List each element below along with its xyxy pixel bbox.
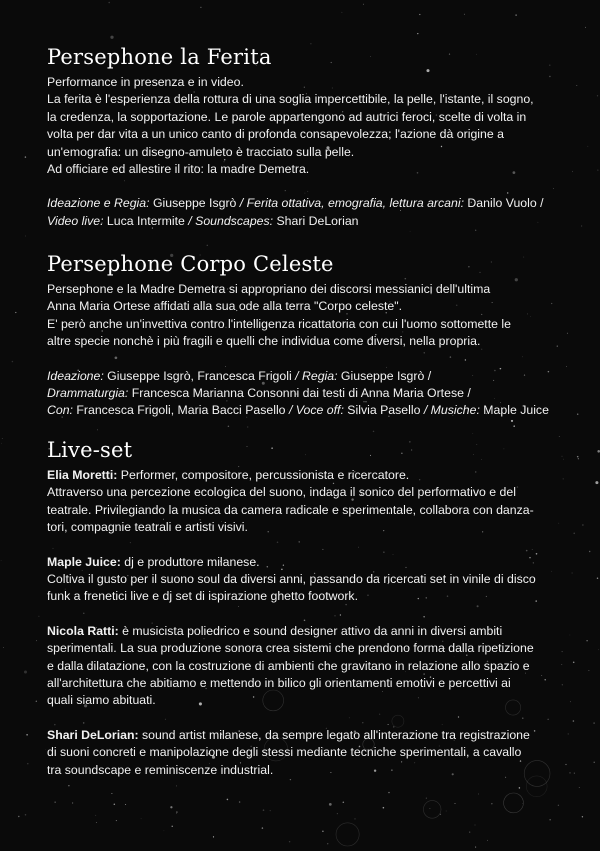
credit-label: Soundscapes: bbox=[195, 213, 274, 228]
credit-value: Luca Intermite bbox=[103, 213, 189, 228]
credits-line bbox=[47, 402, 575, 419]
artist-intro-line bbox=[47, 727, 575, 744]
paragraph-line: la credenza, la sopportazione. Le parole appartengono ad autrici feroci, scelte di volta in bbox=[47, 109, 527, 124]
artist-intro: è musicista poliedrico e sound designer attivo da anni in diversi ambiti bbox=[118, 623, 503, 638]
credit-separator: / bbox=[295, 368, 302, 383]
paragraph-line: teatrale. Privilegiando la musica da camera radicale e sperimentale, collabora con danza- bbox=[47, 502, 534, 517]
section-live-set bbox=[47, 437, 575, 779]
credit-value: Shari DeLorian bbox=[273, 213, 359, 228]
credit-label: Ferita ottativa, emografia, lettura arcani: bbox=[246, 196, 464, 211]
credit-value: Giuseppe Isgrò bbox=[149, 196, 240, 211]
credits-line bbox=[47, 368, 575, 385]
section-title: Persephone la Ferita bbox=[47, 45, 272, 69]
section-title: Persephone Corpo Celeste bbox=[47, 252, 334, 276]
credit-separator: / bbox=[288, 403, 296, 418]
credit-separator: / bbox=[423, 403, 431, 418]
credit-separator: / bbox=[239, 196, 247, 211]
artist-intro-line bbox=[47, 554, 575, 571]
credits-line bbox=[47, 195, 575, 212]
section-title: Live-set bbox=[47, 438, 133, 462]
artist-intro: dj e produttore milanese. bbox=[120, 554, 260, 569]
credit-label: Voce off: bbox=[295, 403, 344, 418]
credit-label: Ideazione: bbox=[47, 368, 104, 383]
paragraph-line: tori, compagnie teatrali e artisti visivi. bbox=[47, 520, 248, 535]
paragraph-line: e dalla dilatazione, con la costruzione di ambienti che gravitano in relazione allo spazio e bbox=[47, 658, 530, 673]
artist-entry-maple-juice bbox=[47, 554, 575, 606]
paragraph-line: Ad officiare ed allestire il rito: la madre Demetra. bbox=[47, 162, 310, 177]
credits-line bbox=[47, 213, 575, 230]
paragraph-line: all'architettura che abitiamo e mettendo in bilico gli orientamenti emotivi e percettivi ai bbox=[47, 676, 511, 691]
credit-value: Silvia Pasello bbox=[343, 403, 424, 418]
paragraph-line: funk a frenetici live e dj set di ispirazione ghetto footwork. bbox=[47, 589, 359, 604]
artist-name: Elia Moretti: bbox=[47, 468, 118, 482]
paragraph-line: sperimentali. La sua produzione sonora crea sistemi che prendono forma dalla ripetizione bbox=[47, 641, 534, 656]
paragraph-line: altre specie nonchè i più fragili e quelli che individua come diversi, nella propria. bbox=[47, 334, 481, 349]
paragraph-line: Anna Maria Ortese affidati alla sua ode alla terra "Corpo celeste". bbox=[47, 299, 403, 314]
paragraph-line: Coltiva il gusto per il suono soul da diversi anni, passando da ricercati set in vinile di disco bbox=[47, 572, 536, 587]
section-persephone-corpo-celeste bbox=[47, 251, 575, 420]
paragraph-line: Persephone e la Madre Demetra si appropriano dei discorsi messianici dell'ultima bbox=[47, 282, 491, 296]
credit-value: Giuseppe Isgrò / bbox=[337, 368, 432, 383]
credit-value: Maple Juice bbox=[479, 403, 549, 418]
artist-entry-shari-delorian bbox=[47, 727, 575, 779]
paragraph-line: di suoni concreti e manipolazione degli stessi mediante tecniche sperimentali, a cavallo bbox=[47, 745, 522, 760]
artist-intro: sound artist milanese, da sempre legato all'interazione tra registrazione bbox=[138, 727, 530, 742]
paragraph-line: La ferita è l'esperienza della rottura di una soglia impercettibile, la pelle, l'istante, il sogno, bbox=[47, 92, 534, 107]
credit-label: Musiche: bbox=[430, 403, 480, 418]
paragraph-line: volta per dar vita a un unico canto di profonda consapevolezza; l'azione dà origine a bbox=[47, 127, 504, 142]
paragraph-line: tra soundscape e reminiscenze industrial. bbox=[47, 762, 274, 777]
paragraph-line: Attraverso una percezione ecologica del suono, indaga il sonico del performativo e del bbox=[47, 485, 516, 500]
paragraph-line: Performance in presenza e in video. bbox=[47, 75, 244, 89]
artist-name: Shari DeLorian: bbox=[47, 727, 139, 742]
paragraph-line: un'emografia: un disegno-amuleto è tracciato sulla pelle. bbox=[47, 144, 355, 159]
artist-intro: Performer, compositore, percussionista e ricercatore. bbox=[117, 468, 410, 482]
credit-value: Francesca Frigoli, Maria Bacci Pasello bbox=[72, 403, 289, 418]
credit-separator: / bbox=[188, 213, 196, 228]
credit-label: Video live: bbox=[47, 213, 104, 228]
section-persephone-la-ferita bbox=[47, 44, 575, 230]
artist-name: Nicola Ratti: bbox=[47, 623, 119, 638]
credit-value: Francesca Marianna Consonni dai testi di Anna Maria Ortese / bbox=[128, 386, 471, 401]
credit-value: Giuseppe Isgrò, Francesca Frigoli bbox=[103, 368, 296, 383]
credit-value: Danilo Vuolo / bbox=[464, 196, 544, 211]
credit-label: Con: bbox=[47, 403, 73, 418]
paragraph-line: quali siamo abituati. bbox=[47, 693, 156, 708]
credit-label: Ideazione e Regia: bbox=[47, 196, 150, 211]
artist-intro-line bbox=[47, 623, 575, 640]
artist-intro-line bbox=[47, 467, 575, 484]
artist-entry-elia-moretti bbox=[47, 467, 575, 537]
credit-label: Regia: bbox=[301, 368, 338, 383]
artist-entry-nicola-ratti bbox=[47, 623, 575, 710]
paragraph-line: E' però anche un'invettiva contro l'intelligenza ricattatoria con cui l'uomo sottomette le bbox=[47, 316, 511, 331]
artist-name: Maple Juice: bbox=[47, 554, 121, 569]
credits-line bbox=[47, 385, 575, 402]
credit-label: Drammaturgia: bbox=[47, 386, 129, 401]
